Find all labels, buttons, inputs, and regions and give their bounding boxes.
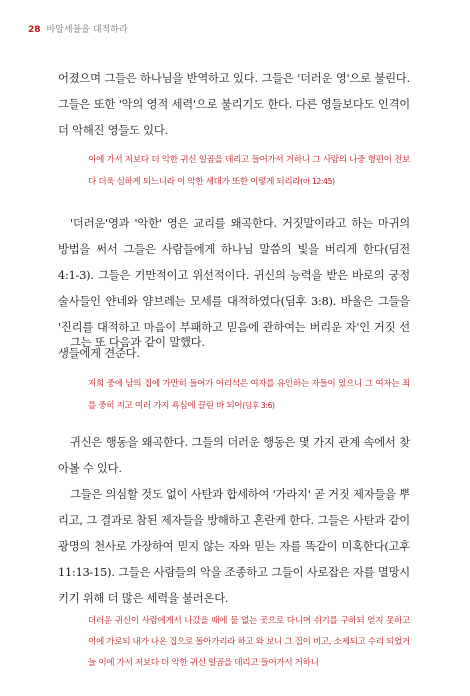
scripture-quote-3 <box>88 611 410 674</box>
book-title: 바알세불을 대적하라 <box>46 25 128 35</box>
body-paragraph-4: 귀신은 행동을 왜곡한다. 그들의 더러운 행동은 몇 가지 관계 속에서 찾아볼 수 있다. <box>58 436 410 475</box>
scripture-reference: (마 12:45) <box>300 177 335 186</box>
scripture-quote-text: 저희 중에 남의 집에 가만히 들어가 어리석은 여자를 유인하는 자들이 있으니 그 여자는 죄를 중히 지고 여러 가지 욕심에 끌린 바 되어 <box>88 379 410 411</box>
scripture-quote-1 <box>88 150 410 193</box>
body-paragraph-5: 그들은 의심할 것도 없이 사탄과 합세하여 '가라지' 곧 거짓 제자들을 뿌리고, 그 결과로 참된 제자들을 방해하고 혼란케 한다. 그들은 사탄과 같이 광명의 천사로 가장하여 믿지 않는 자와 믿는 자를 똑같이 미혹한다(고후 11:13-15). 그들은 사람들의 악을 조종하고 그들이 사로잡은 자를 멸망시키기 위해 더 많은 세력을 불러온다. <box>58 488 410 605</box>
body-paragraph-2: '더러운'영과 '악한' 영은 교리를 왜곡한다. 거짓말이라고 하는 마귀의 방법을 써서 그들은 사람들에게 하나님 말씀의 빛을 버리게 한다(딤전 4:1-3). 그들은 기만적이고 위선적이다. 귀신의 능력을 받은 바로의 궁정 술사들인 얀네와 얌브레는 모세를 대적하였다(딤후 3:8). 바울은 그들을 '진리를 대적하고 마음이 부패하고 믿음에 관하여는 버리운 자'인 거짓 선생들에게 견준다. <box>58 217 410 360</box>
scripture-quote-2 <box>88 374 410 417</box>
scripture-quote-text: 더러운 귀신이 사람에게서 나갔을 때에 물 없는 곳으로 다니며 쉬기를 구하되 얻지 못하고 이에 가로되 내가 나온 집으로 돌아가리라 하고 와 보니 그 집이 비고, 소제되고 수리 되었거늘 이에 가서 저보다 더 악한 귀신 일곱을 데리고 들어가서 거하니 <box>88 616 410 668</box>
body-paragraph-1: 어졌으며 그들은 하나님을 반역하고 있다. 그들은 '더러운 영'으로 불린다. 그들은 또한 '악의 영적 세력'으로 불리기도 한다. 다른 영들보다도 인격이 더 악해진 영들도 있다. <box>58 72 410 137</box>
scripture-quote-text: 이에 가서 저보다 더 악한 귀신 일곱을 데리고 들어가서 거하니 그 사람의 나중 형편이 전보다 더욱 심하게 되느니라 이 악한 세대가 또한 이렇게 되리라 <box>88 155 410 187</box>
body-paragraph-3: 그는 또 다음과 같이 말했다. <box>70 336 205 349</box>
page-number: 28 <box>28 25 41 35</box>
scripture-reference: (딤후 3:6) <box>242 401 275 410</box>
running-header <box>28 22 128 35</box>
